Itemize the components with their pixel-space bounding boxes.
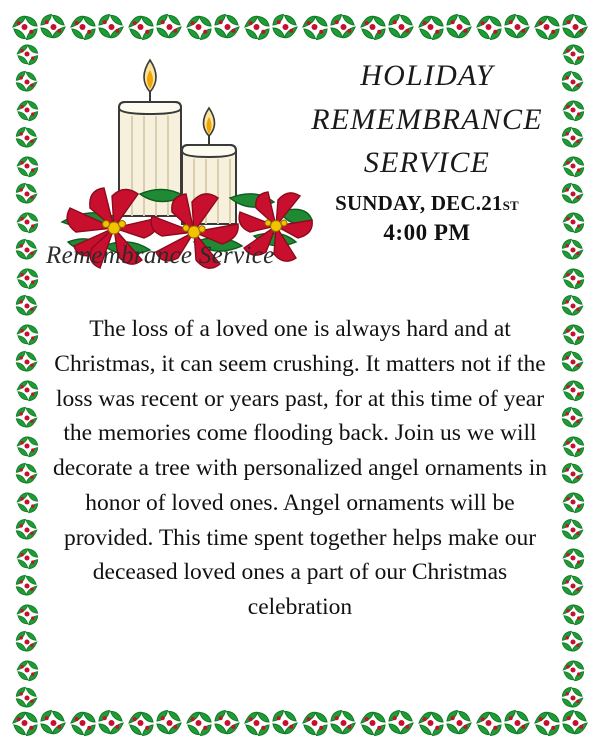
flyer-content <box>44 44 556 706</box>
holly-sprig-icon <box>556 96 590 124</box>
holly-sprig-icon <box>445 10 474 44</box>
holly-sprig-icon <box>10 516 44 544</box>
holly-sprig-icon <box>10 152 44 180</box>
holly-sprig-icon <box>556 292 590 320</box>
holly-sprig-icon <box>155 10 184 44</box>
holly-sprig-icon <box>10 348 44 376</box>
holly-sprig-icon <box>10 656 44 684</box>
holly-sprig-icon <box>213 10 242 44</box>
holly-sprig-icon <box>556 40 590 68</box>
holly-sprig-icon <box>416 10 445 44</box>
holly-sprig-icon <box>10 544 44 572</box>
holly-sprig-icon <box>532 10 561 44</box>
holly-sprig-icon <box>358 706 387 740</box>
holly-sprig-icon <box>474 706 503 740</box>
holly-sprig-icon <box>10 124 44 152</box>
holly-sprig-icon <box>10 628 44 656</box>
holly-sprig-icon <box>556 68 590 96</box>
holly-sprig-icon <box>271 706 300 740</box>
event-date-ordinal: ST <box>502 197 519 213</box>
holly-sprig-icon <box>556 432 590 460</box>
holly-sprig-icon <box>10 460 44 488</box>
event-datetime <box>298 189 556 248</box>
holly-sprig-icon <box>556 684 590 712</box>
holly-sprig-icon <box>556 404 590 432</box>
holly-sprig-icon <box>213 706 242 740</box>
holly-sprig-icon <box>271 10 300 44</box>
holly-sprig-icon <box>10 292 44 320</box>
holly-sprig-icon <box>184 706 213 740</box>
flyer-body-paragraph: The loss of a loved one is always hard and at Christmas, it can seem crushing. It matters not if the loss was recent or years past, for at this time of year the memories come flooding back. Join us we will decorate a tree with personalized angel ornaments in honor of loved ones. Angel ornaments will be provided. This time spent together helps make our deceased loved ones a part of our Christmas celebration <box>53 316 547 621</box>
holly-sprig-icon <box>10 208 44 236</box>
holly-sprig-icon <box>10 96 44 124</box>
holly-sprig-icon <box>242 10 271 44</box>
holly-sprig-icon <box>329 706 358 740</box>
holly-sprig-icon <box>556 320 590 348</box>
holly-sprig-icon <box>10 376 44 404</box>
holly-border-right <box>556 40 590 712</box>
flyer-header-row <box>44 44 556 294</box>
holly-sprig-icon <box>10 488 44 516</box>
holly-sprig-icon <box>242 706 271 740</box>
holly-sprig-icon <box>10 180 44 208</box>
holly-sprig-icon <box>387 706 416 740</box>
holly-sprig-icon <box>184 10 213 44</box>
holly-sprig-icon <box>68 706 97 740</box>
holly-sprig-icon <box>556 124 590 152</box>
holly-sprig-icon <box>556 516 590 544</box>
holly-sprig-icon <box>10 432 44 460</box>
holly-sprig-icon <box>503 706 532 740</box>
holly-sprig-icon <box>445 706 474 740</box>
holly-sprig-icon <box>10 320 44 348</box>
holly-sprig-icon <box>556 208 590 236</box>
holly-sprig-icon <box>561 10 590 44</box>
holly-sprig-icon <box>556 264 590 292</box>
event-date: SUNDAY, DEC.21 <box>335 190 503 215</box>
holly-sprig-icon <box>416 706 445 740</box>
holly-sprig-icon <box>503 10 532 44</box>
holly-sprig-icon <box>10 68 44 96</box>
flyer-heading-block <box>298 54 556 248</box>
holly-sprig-icon <box>556 460 590 488</box>
holly-sprig-icon <box>10 404 44 432</box>
event-time: 4:00 PM <box>383 219 471 245</box>
holly-sprig-icon <box>358 10 387 44</box>
holly-sprig-icon <box>97 10 126 44</box>
title-line-3: SERVICE <box>363 146 491 179</box>
holly-border-top <box>10 10 590 44</box>
holly-sprig-icon <box>556 572 590 600</box>
holly-sprig-icon <box>10 600 44 628</box>
holly-border-bottom <box>10 706 590 740</box>
holly-sprig-icon <box>474 10 503 44</box>
holly-sprig-icon <box>10 572 44 600</box>
holly-sprig-icon <box>556 376 590 404</box>
holly-sprig-icon <box>556 348 590 376</box>
holly-sprig-icon <box>97 706 126 740</box>
holly-sprig-icon <box>126 10 155 44</box>
holly-sprig-icon <box>68 10 97 44</box>
holly-sprig-icon <box>10 10 39 44</box>
holly-sprig-icon <box>556 600 590 628</box>
title-line-1: HOLIDAY <box>360 59 494 92</box>
holly-sprig-icon <box>556 628 590 656</box>
holly-sprig-icon <box>300 706 329 740</box>
holly-sprig-icon <box>10 264 44 292</box>
holly-sprig-icon <box>556 180 590 208</box>
holly-sprig-icon <box>556 488 590 516</box>
holly-sprig-icon <box>155 706 184 740</box>
holly-sprig-icon <box>329 10 358 44</box>
holly-sprig-icon <box>556 656 590 684</box>
holly-sprig-icon <box>39 10 68 44</box>
holly-sprig-icon <box>556 236 590 264</box>
holly-sprig-icon <box>556 544 590 572</box>
holly-sprig-icon <box>387 10 416 44</box>
holly-border-left <box>10 40 44 712</box>
title-line-2: REMEMBRANCE <box>311 102 543 136</box>
holly-sprig-icon <box>10 40 44 68</box>
holly-sprig-icon <box>10 684 44 712</box>
holly-sprig-icon <box>126 706 155 740</box>
holly-sprig-icon <box>10 236 44 264</box>
holly-sprig-icon <box>556 152 590 180</box>
illustration-caption: Remembrance Service <box>46 242 275 269</box>
holly-sprig-icon <box>300 10 329 44</box>
